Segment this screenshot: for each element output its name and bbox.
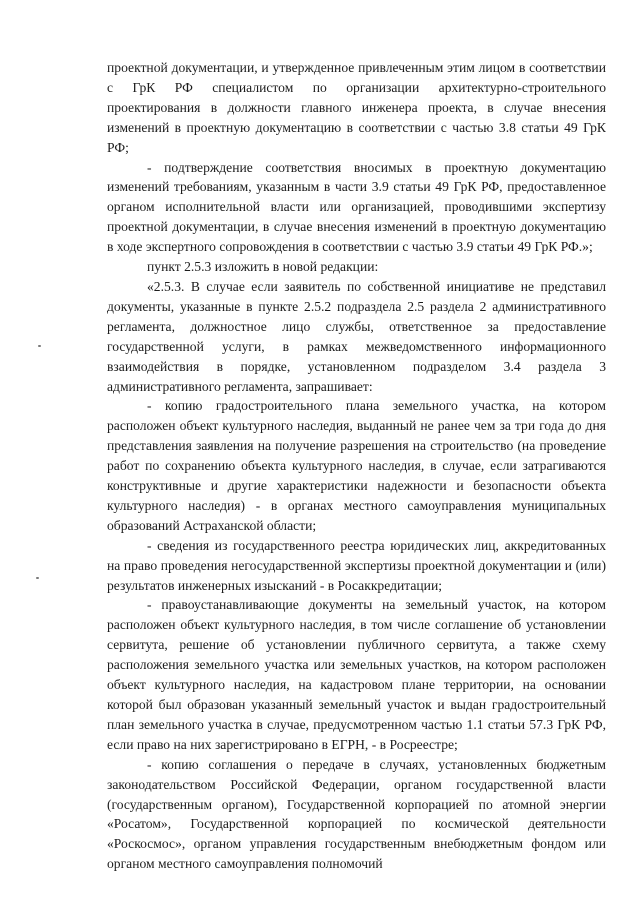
document-body bbox=[107, 58, 606, 874]
paragraph-5: - копию градостроительного плана земельного участка, на котором расположен объект культурного наследия, выданный не ранее чем за три года до дня представления заявления на получение разрешения на строительство (на проведение работ по сохранению объекта культурного наследия, в случае, если затрагиваются конструктивные и другие характеристики надежности и безопасности объекта культурного наследия) - в органах местного самоуправления муниципальных образований Астраханской области; bbox=[107, 398, 606, 533]
scan-speck bbox=[38, 345, 41, 347]
paragraph-4: «2.5.3. В случае если заявитель по собственной инициативе не представил документы, указанные в пункте 2.5.2 подраздела 2.5 раздела 2 административного регламента, должностное лицо службы, ответственное за предоставление государственной услуги, в рамках межведомственного информационного взаимодействия в порядке, установленном подразделом 3.4 раздела 3 административного регламента, запрашивает: bbox=[107, 278, 606, 394]
paragraph-1: проектной документации, и утвержденное привлеченным этим лицом в соответствии с ГрК РФ специалистом по организации архитектурно-строительного проектирования в должности главного инженера проекта, в случае внесения изменений в проектную документацию в соответствии с частью 3.8 статьи 49 ГрК РФ; bbox=[107, 60, 606, 155]
paragraph-7: - правоустанавливающие документы на земельный участок, на котором расположен объект культурного наследия, в том числе соглашение об установлении сервитута, решение об установлении публичного сервитута, а также схему расположения земельного участка или земельных участков, на котором расположен объект культурного наследия, на кадастровом плане территории, на основании которой был образован указанный земельный участок и выдан градостроительный план земельного участка в случае, предусмотренном частью 1.1 статьи 57.3 ГрК РФ, если право на них зарегистрировано в ЕГРН, - в Росреестре; bbox=[107, 597, 606, 752]
scan-speck bbox=[36, 577, 39, 579]
paragraph-2: - подтверждение соответствия вносимых в проектную документацию изменений требованиям, указанным в части 3.9 статьи 49 ГрК РФ, предоставленное органом исполнительной власти или организацией, проводившими экспертизу проектной документации, в случае внесения изменений в проектную документацию в ходе экспертного сопровождения в соответствии с частью 3.9 статьи 49 ГрК РФ.»; bbox=[107, 159, 606, 255]
paragraph-3: пункт 2.5.3 изложить в новой редакции: bbox=[147, 259, 379, 275]
paragraph-8: - копию соглашения о передаче в случаях, установленных бюджетным законодательством Российской Федерации, органом государственной власти (государственным органом), Государственной корпорацией по атомной энергии «Росатом», Государственной корпорацией по космической деятельности «Роскосмос», органом управления государственным внебюджетным фондом или органом местного самоуправления полномочий bbox=[107, 756, 606, 872]
paragraph-6: - сведения из государственного реестра юридических лиц, аккредитованных на право проведения негосударственной экспертизы проектной документации и (или) результатов инженерных изысканий - в Росаккредитации; bbox=[107, 537, 606, 593]
